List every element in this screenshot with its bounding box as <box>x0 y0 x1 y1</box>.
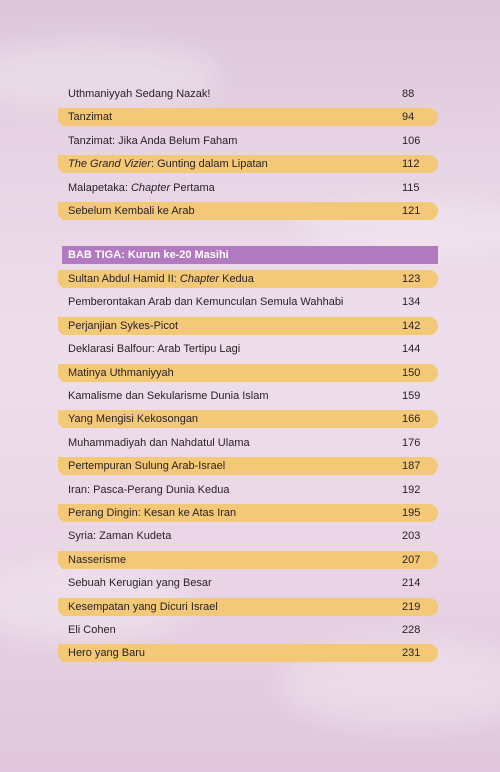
toc-entry-title <box>62 527 171 545</box>
toc-entry-title <box>62 434 250 452</box>
toc-entry[interactable] <box>62 270 438 288</box>
toc-entry-page-number: 231 <box>402 647 421 660</box>
toc-entry-title-text: Syria: Zaman Kudeta <box>68 530 172 543</box>
toc-entry-title <box>62 317 178 335</box>
toc-entry-title <box>62 621 116 639</box>
toc-entry-title <box>62 551 126 569</box>
toc-entry[interactable] <box>62 457 438 475</box>
toc-entry-title <box>62 644 145 662</box>
toc-entry-page-number: 112 <box>402 158 420 171</box>
toc-entry-page-number: 134 <box>402 296 421 309</box>
toc-entry-title-text: Eli Cohen <box>68 624 116 636</box>
toc-entry-title-text: Nasserisme <box>68 553 127 566</box>
toc-entry-title <box>62 574 212 592</box>
toc-entry[interactable] <box>62 387 438 405</box>
toc-entry-page-number: 159 <box>402 390 421 402</box>
toc-entry-page-number: 207 <box>402 553 421 566</box>
toc-entry-title-text: Kamalisme dan Sekularisme Dunia Islam <box>68 390 269 402</box>
toc-entry-page-number: 203 <box>402 530 421 543</box>
toc-entry-title-text: Kesempatan yang Dicuri Israel <box>68 600 218 613</box>
toc-entry-page-number: 219 <box>402 600 421 613</box>
toc-entry-page-number: 192 <box>402 483 421 496</box>
toc-entry[interactable] <box>62 293 438 311</box>
toc-entry-title <box>62 270 254 288</box>
toc-entry-title-text: Deklarasi Balfour: Arab Tertipu Lagi <box>68 343 241 356</box>
toc-entry-page-number: 121 <box>402 205 421 217</box>
toc-entry[interactable] <box>62 644 438 662</box>
toc-entry-title-text: Tanzimat: Jika Anda Belum Faham <box>68 134 238 147</box>
toc-entry[interactable] <box>62 481 438 499</box>
toc-entry-page-number: 123 <box>402 273 421 285</box>
toc-entry-page-number: 150 <box>402 366 421 379</box>
toc-entry-title-text: Sebuah Kerugian yang Besar <box>68 577 212 590</box>
toc-entry-page-number: 228 <box>402 624 421 636</box>
toc-entry[interactable] <box>62 202 438 220</box>
toc-entry[interactable] <box>62 85 438 103</box>
toc-entry-page-number: 115 <box>402 181 420 194</box>
toc-entry[interactable] <box>62 504 438 522</box>
toc-entry-title <box>62 340 240 358</box>
toc-entry-title <box>62 457 225 475</box>
toc-entry-title <box>62 504 236 522</box>
toc-entry[interactable] <box>62 410 438 428</box>
toc-entry-title <box>62 108 112 126</box>
toc-entry-title-text: Malapetaka: <box>68 181 131 194</box>
chapter-heading <box>62 246 438 264</box>
toc-entry[interactable] <box>62 598 438 616</box>
toc-entry-page-number: 142 <box>402 319 421 332</box>
toc-entry-title-text: Sultan Abdul Hamid II: <box>68 273 180 285</box>
toc-entry-title-text: Pertempuran Sulung Arab-Israel <box>68 460 226 473</box>
toc-entry[interactable] <box>62 364 438 382</box>
toc-entry-page-number: 187 <box>402 460 421 473</box>
toc-entry[interactable] <box>62 527 438 545</box>
toc-entry-title <box>62 598 218 616</box>
toc-entry[interactable] <box>62 551 438 569</box>
toc-entry-title-text: Pemberontakan Arab dan Kemunculan Semula Wahhabi <box>68 296 344 309</box>
toc-entry-title-italic: The Grand Vizier <box>68 158 151 171</box>
toc-entry-title-text: Tanzimat <box>68 111 113 124</box>
toc-entry-title <box>62 85 210 103</box>
toc-entry-page-number: 176 <box>402 436 421 449</box>
toc-entry-page-number: 106 <box>402 134 421 147</box>
toc-entry-title <box>62 481 229 499</box>
toc-entry[interactable] <box>62 317 438 335</box>
toc-entry-title-text: Yang Mengisi Kekosongan <box>68 413 199 426</box>
toc-entry-title-italic: Chapter <box>130 181 171 194</box>
toc-entry[interactable] <box>62 434 438 452</box>
toc-entry-page-number: 144 <box>402 343 421 356</box>
toc-entry-title-text: Matinya Uthmaniyyah <box>68 366 174 379</box>
toc-entry-page-number: 214 <box>402 577 421 590</box>
toc-entry-title <box>62 132 237 150</box>
toc-entry-title-text: : Gunting dalam Lipatan <box>150 158 268 171</box>
toc-entry-title-text: Muhammadiyah dan Nahdatul Ulama <box>68 436 250 449</box>
toc-entry-title-text: Kedua <box>219 273 254 285</box>
toc-entry-title-text: Uthmaniyyah Sedang Nazak! <box>68 88 211 100</box>
toc-entry-title-text: Iran: Pasca-Perang Dunia Kedua <box>68 483 230 496</box>
toc-entry-title-text: Perjanjian Sykes-Picot <box>68 319 179 332</box>
toc-entry[interactable] <box>62 574 438 592</box>
toc-entry[interactable] <box>62 340 438 358</box>
toc-entry-title <box>62 179 215 197</box>
toc-entry-title <box>62 410 198 428</box>
toc-entry-title-text: Perang Dingin: Kesan ke Atas Iran <box>68 507 237 519</box>
toc-entry-title-text: Sebelum Kembali ke Arab <box>68 205 195 217</box>
toc-entry[interactable] <box>62 132 438 150</box>
toc-entry-page-number: 94 <box>402 111 415 124</box>
toc-entry-title <box>62 155 268 173</box>
toc-entry-title <box>62 202 195 220</box>
toc-entry-page-number: 88 <box>402 88 415 100</box>
toc-entry-title <box>62 387 269 405</box>
toc-entry[interactable] <box>62 155 438 173</box>
toc-entry-title-text: Pertama <box>170 181 215 194</box>
toc-entry[interactable] <box>62 179 438 197</box>
toc-entry-title <box>62 293 343 311</box>
toc-entry[interactable] <box>62 621 438 639</box>
chapter-heading-text: BAB TIGA: Kurun ke-20 Masihi <box>68 249 229 261</box>
toc-entry-title-text: Hero yang Baru <box>68 647 146 660</box>
toc-entry-page-number: 195 <box>402 507 421 519</box>
toc-entry-title <box>62 364 174 382</box>
toc-entry[interactable] <box>62 108 438 126</box>
toc-entry-title-italic: Chapter <box>179 273 220 285</box>
toc-entry-page-number: 166 <box>402 413 421 426</box>
